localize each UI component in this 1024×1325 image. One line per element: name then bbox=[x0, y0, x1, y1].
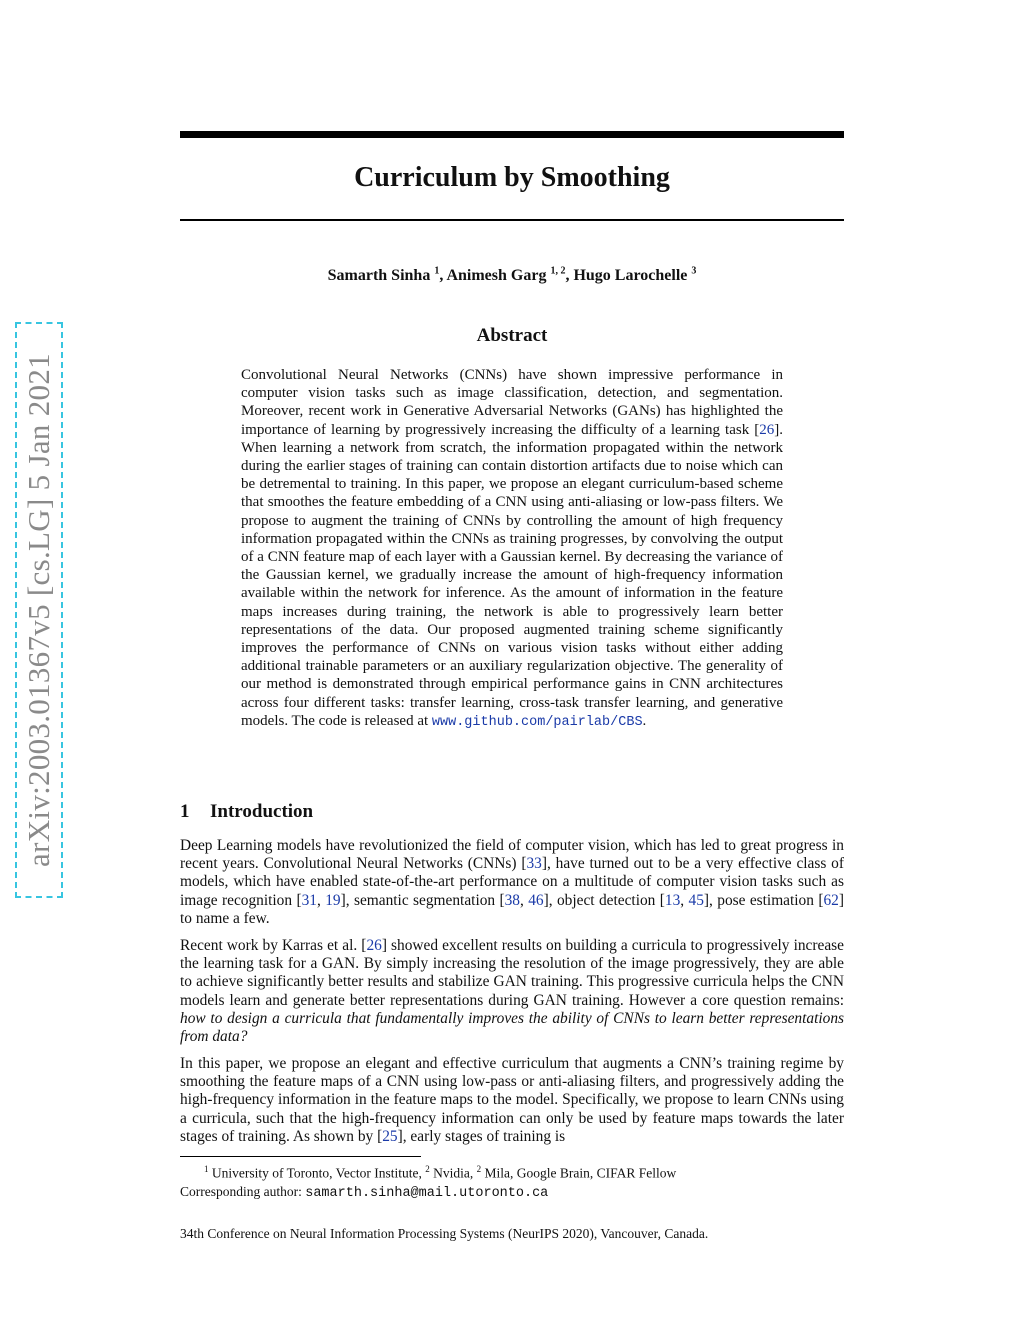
title-rule-top bbox=[180, 131, 844, 138]
section-heading-introduction bbox=[180, 800, 313, 824]
corresponding-email: samarth.sinha@mail.utoronto.ca bbox=[305, 1185, 549, 1201]
arxiv-stamp: arXiv:2003.01367v5 [cs.LG] 5 Jan 2021 bbox=[21, 353, 56, 867]
citation-link[interactable]: 45 bbox=[688, 891, 704, 909]
paper-title: Curriculum by Smoothing bbox=[354, 162, 670, 193]
research-question: how to design a curricula that fundamentally improves the ability of CNNs to learn better representations from data? bbox=[180, 1009, 844, 1046]
corresponding-author-label: Corresponding author: bbox=[180, 1183, 306, 1199]
intro-paragraph-2: Recent work by Karras et al. [26] showed excellent results on building a curricula to progressively increase the learning task for a GAN. By simply increasing the resolution of the image progressively, they are able to achieve significantly better results and stabilize GAN training. This progressive curricula helps the CNN models learn and generate better representations during GAN training. However a core question remains: how to design a curricula that fundamentally improves the ability of CNNs to learn better representations from data? bbox=[180, 937, 844, 1046]
author-larochelle-affil: 3 bbox=[691, 265, 697, 277]
citation-link[interactable]: 33 bbox=[526, 855, 542, 873]
section-number: 1 bbox=[180, 801, 190, 822]
author-larochelle: Hugo Larochelle bbox=[573, 267, 688, 284]
citation-link[interactable]: 13 bbox=[664, 891, 681, 909]
intro-paragraph-3: In this paper, we propose an elegant and effective curriculum that augments a CNN’s training regime by smoothing the feature maps of a CNN using low-pass or anti-aliasing filters, and progressively adding the high-frequency information in the feature maps to the model. Specifically, we propose to learn CNNs using a curricula, such that the high-frequency information can only be used by feature maps towards the later stages of training. As shown by [25], early stages of training is bbox=[180, 1055, 844, 1145]
author-sinha-affil: 1 bbox=[434, 265, 440, 277]
citation-link[interactable]: 46 bbox=[528, 891, 544, 909]
footnote: $^1$ University of Toronto, Vector Institute, $^2$ Nvidia, $^2$ Mila, Google Brain, CIFAR Fellow Corresponding author: samarth.sinha@mail.utoronto.ca bbox=[180, 1164, 677, 1201]
section-title: Introduction bbox=[210, 801, 314, 822]
author-sinha: Samarth Sinha bbox=[327, 267, 431, 284]
citation-link[interactable]: 26 bbox=[366, 937, 382, 954]
citation-link[interactable]: 38 bbox=[504, 891, 520, 909]
abstract-text: Convolutional Neural Networks (CNNs) have shown impressive performance in computer vision tasks such as image classification, detection, and segmentation. Moreover, recent work in Generative Adversarial Networks (GANs) has highlighted the importance of learning by progressively increasing the difficulty of a learning task [26]. When learning a network from scratch, the information propagated within the network during the earlier stages of training can contain distortion artifacts due to noise which can be detremental to training. In this paper, we propose an elegant curriculum-based scheme that smoothes the feature embedding of a CNN using anti-aliasing or low-pass filters. We propose to augment the training of CNNs by controlling the amount of high frequency information propagated within the CNNs as training progresses, by convolving the output of a CNN feature map of each layer with a Gaussian kernel. By decreasing the variance of the Gaussian kernel, we gradually increase the amount of high-frequency information available within the network for inference. As the amount of information in the feature maps increases during training, the network is able to progressively learn better representations of the data. Our proposed augmented training scheme significantly improves the performance of CNNs on various vision tasks without either adding additional trainable parameters or an auxiliary regularization objective. The generality of our method is demonstrated through empirical performance gains in CNN architectures across four different tasks: transfer learning, cross-task transfer learning, and generative models. The code is released at www.github.com/pairlab/CBS. bbox=[241, 367, 783, 730]
citation-link[interactable]: 31 bbox=[301, 891, 317, 909]
author-list: Samarth Sinha $^1$, Animesh Garg $^{1, 2}$, Hugo Larochelle $^3$ bbox=[327, 265, 697, 284]
code-url-link[interactable]: www.github.com/pairlab/CBS bbox=[431, 714, 643, 730]
title-rule-bottom bbox=[180, 219, 844, 221]
citation-link[interactable]: 25 bbox=[382, 1127, 398, 1145]
citation-link[interactable]: 26 bbox=[759, 421, 775, 438]
abstract-heading: Abstract bbox=[476, 325, 548, 346]
conference-note: 34th Conference on Neural Information Processing Systems (NeurIPS 2020), Vancouver, Canada. bbox=[180, 1226, 709, 1241]
intro-paragraph-1: Deep Learning models have revolutionized the field of computer vision, which has led to great progress in recent years. Convolutional Neural Networks (CNNs) [33], have turned out to be a very effective class of models, which have enabled state-of-the-art performance on a multitude of computer vision tasks such as image recognition [31, 19], semantic segmentation [38, 46], object detection [13, 45], pose estimation [62] to name a few. bbox=[180, 837, 845, 927]
citation-link[interactable]: 62 bbox=[823, 891, 839, 909]
author-garg-affil: 1, 2 bbox=[550, 265, 566, 277]
arxiv-stamp-box bbox=[15, 322, 63, 898]
author-garg: Animesh Garg bbox=[446, 267, 547, 284]
footnote-rule bbox=[180, 1156, 421, 1157]
citation-link[interactable]: 19 bbox=[325, 891, 341, 909]
